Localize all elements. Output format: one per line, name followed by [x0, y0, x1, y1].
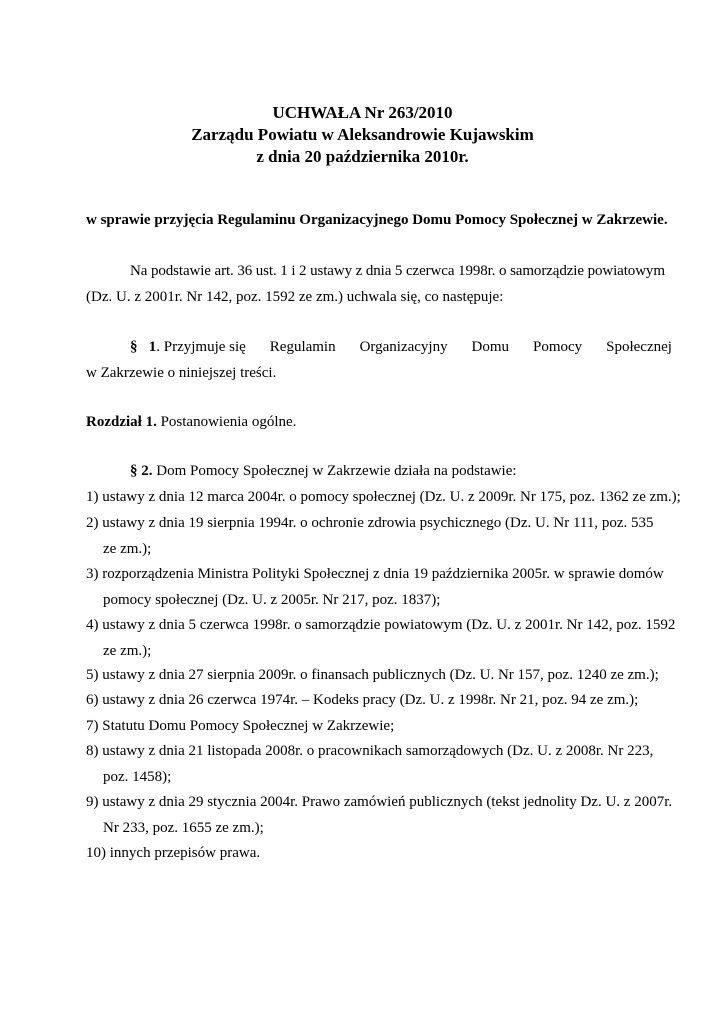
section-1-heading — [130, 334, 246, 360]
list-item — [86, 612, 686, 664]
resolution-header — [0, 102, 725, 168]
section-1-number: 1 — [148, 339, 157, 355]
list-item — [86, 662, 686, 688]
resolution-number: UCHWAŁA Nr 263/2010 — [272, 103, 453, 122]
list-item-line-1: 1) ustawy z dnia 12 marca 2004r. o pomocy społecznej (Dz. U. z 2009r. Nr 175, poz. 1362 ze zm.); — [86, 489, 681, 505]
list-item — [86, 687, 686, 713]
preamble-line-2: (Dz. U. z 2001r. Nr 142, poz. 1592 ze zm.) uchwala się, co następuje: — [86, 289, 504, 305]
section-1-word: Organizacyjny — [359, 339, 448, 355]
section-2-intro-line — [86, 458, 672, 484]
list-item — [86, 738, 686, 790]
list-item-line-1: 10) innych przepisów prawa. — [86, 845, 261, 861]
list-item — [86, 484, 686, 510]
section-2-label: § 2. — [130, 463, 153, 479]
chapter-heading-line — [86, 409, 672, 435]
section-1-word: Domu — [471, 339, 510, 355]
list-item-line-2: pomocy społecznej (Dz. U. z 2005r. Nr 217, poz. 1837); — [103, 592, 441, 608]
list-item — [86, 789, 686, 841]
list-item-line-1: 7) Statutu Domu Pomocy Społecznej w Zakrzewie; — [86, 718, 395, 734]
section-1-text-start: . Przyjmuje się — [156, 339, 246, 355]
list-item-line-1: 5) ustawy z dnia 27 sierpnia 2009r. o finansach publicznych (Dz. U. Nr 157, poz. 1240 ze zm.); — [86, 667, 659, 683]
list-item-line-1: 2) ustawy z dnia 19 sierpnia 1994r. o ochronie zdrowia psychicznego (Dz. U. Nr 111, poz. 535 — [86, 515, 654, 531]
list-item-line-1: 3) rozporządzenia Ministra Polityki Społecznej z dnia 19 października 2005r. w sprawie domów — [86, 566, 664, 582]
chapter-title: Postanowienia ogólne. — [156, 414, 297, 430]
list-item-line-2: ze zm.); — [103, 541, 152, 557]
section-1-line-2: w Zakrzewie o niniejszej treści. — [86, 365, 277, 381]
list-item — [86, 713, 686, 739]
list-item-line-1: 4) ustawy z dnia 5 czerwca 1998r. o samorządzie powiatowym (Dz. U. z 2001r. Nr 142, poz. 1592 — [86, 617, 676, 633]
section-2-intro-text: Dom Pomocy Społecznej w Zakrzewie działa na podstawie: — [152, 463, 517, 479]
chapter-label: Rozdział 1. — [86, 414, 157, 430]
list-item — [86, 840, 686, 866]
section-1-word: Regulamin — [269, 339, 336, 355]
preamble-line-1: Na podstawie art. 36 ust. 1 i 2 ustawy z dnia 5 czerwca 1998r. o samorządzie powiatowym — [130, 263, 665, 279]
issuing-body: Zarządu Powiatu w Aleksandrowie Kujawskim — [191, 125, 534, 144]
resolution-date: z dnia 20 października 2010r. — [256, 147, 469, 166]
list-item-line-2: ze zm.); — [103, 643, 152, 659]
list-item — [86, 561, 686, 613]
resolution-subject: w sprawie przyjęcia Regulaminu Organizacyjnego Domu Pomocy Społecznej w Zakrzewie. — [86, 212, 668, 228]
section-1-line-1 — [86, 334, 672, 360]
list-item-line-2: Nr 233, poz. 1655 ze zm.); — [103, 820, 264, 836]
list-item-line-1: 6) ustawy z dnia 26 czerwca 1974r. – Kodeks pracy (Dz. U. z 1998r. Nr 21, poz. 94 ze zm.); — [86, 692, 639, 708]
section-1 — [86, 334, 672, 386]
list-item — [86, 510, 686, 562]
section-1-word: Pomocy — [533, 339, 583, 355]
section-2-intro — [86, 458, 672, 484]
chapter-heading — [86, 409, 672, 435]
section-1-word: Społecznej — [606, 339, 672, 355]
list-item-line-2: poz. 1458); — [103, 769, 172, 785]
preamble — [86, 258, 672, 310]
list-item-line-1: 9) ustawy z dnia 29 stycznia 2004r. Prawo zamówień publicznych (tekst jednolity Dz. U. z 2007r. — [86, 794, 673, 810]
list-item-line-1: 8) ustawy z dnia 21 listopada 2008r. o pracownikach samorządowych (Dz. U. z 2008r. Nr 223, — [86, 743, 654, 759]
section-1-mark: § — [130, 339, 138, 355]
